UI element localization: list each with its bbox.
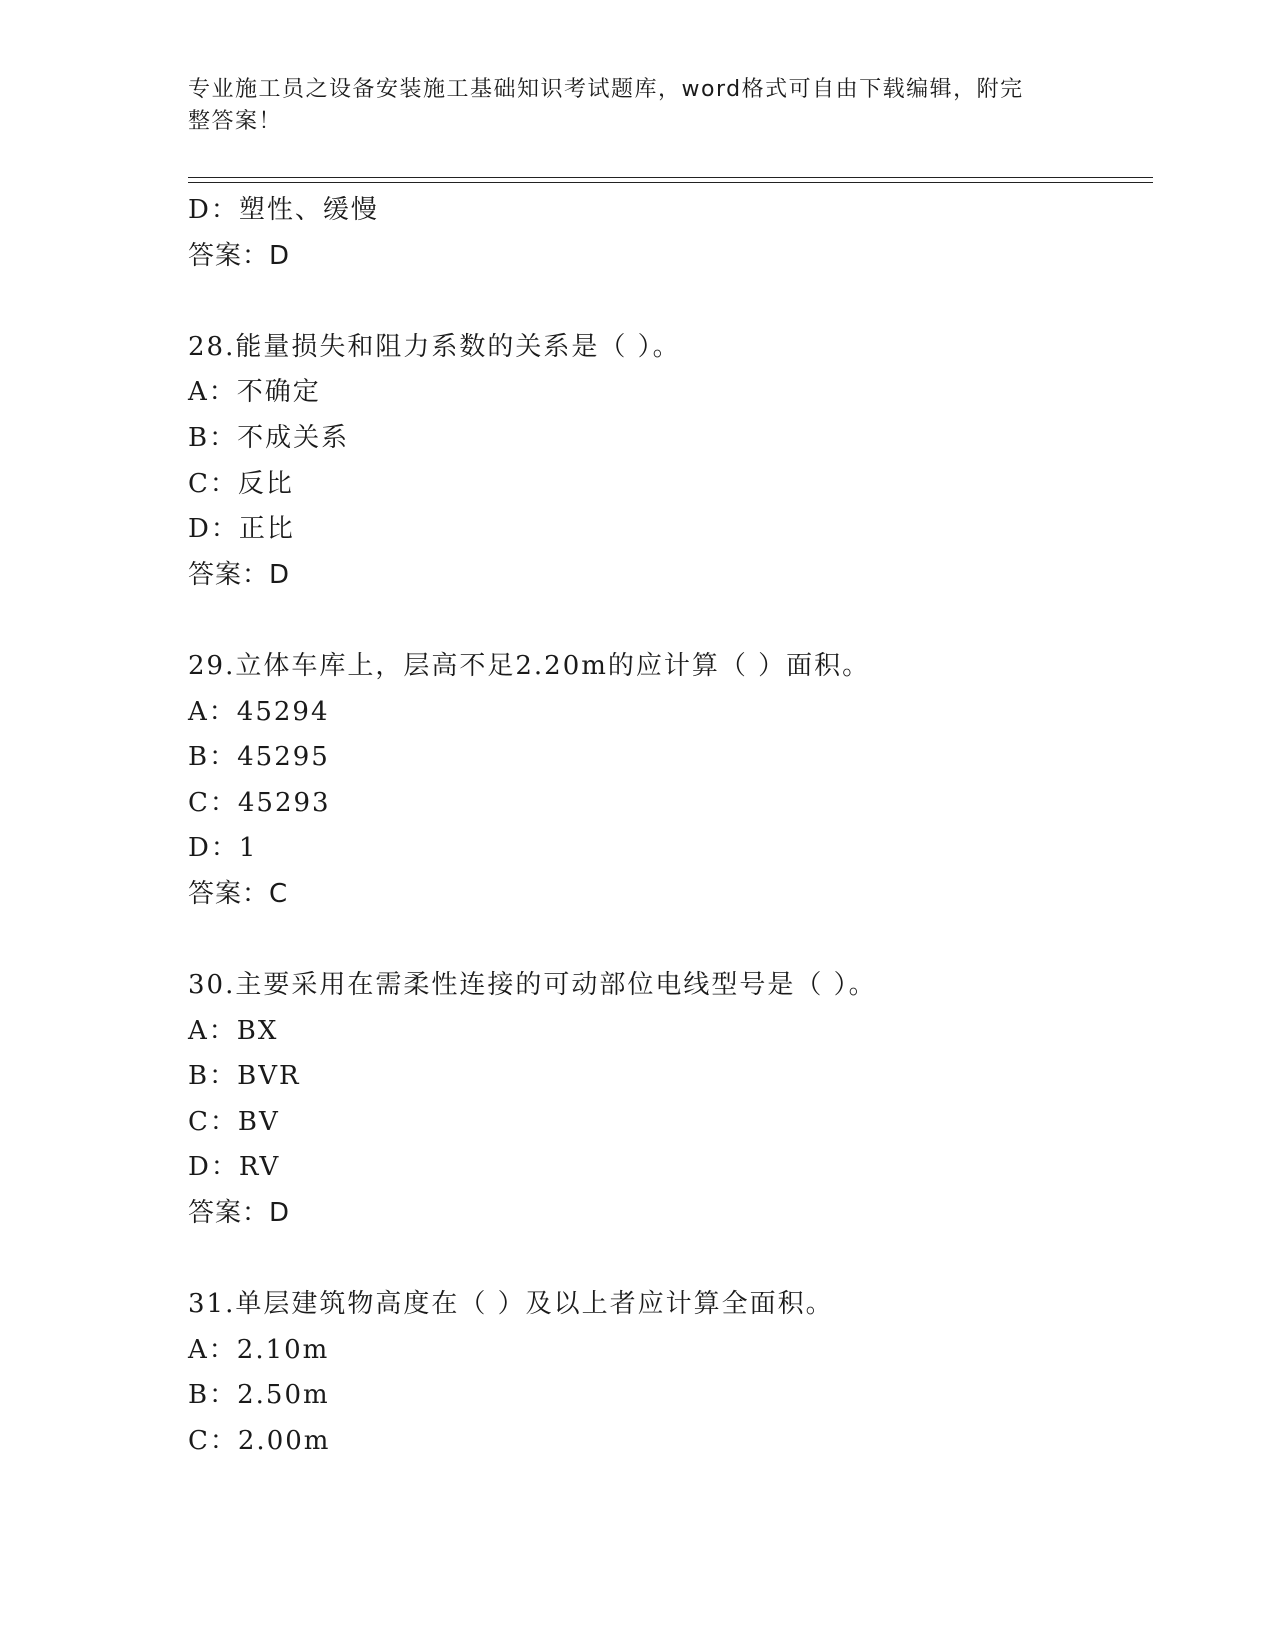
option-d: D：1 (188, 833, 258, 864)
option-c: C：反比 (188, 468, 294, 499)
option-a: A：BX (188, 1015, 279, 1046)
option-a: A：45294 (188, 696, 330, 727)
option-c: C：2.00m (188, 1426, 331, 1457)
header-title-line-2: 整答案！ (188, 109, 283, 134)
spacer (188, 598, 1148, 644)
option-c: C：BV (188, 1106, 280, 1137)
prev-answer: 答案：D (188, 240, 291, 271)
option-a: A：不确定 (188, 377, 321, 408)
option-b: B：2.50m (188, 1380, 330, 1411)
spacer (188, 918, 1148, 964)
option-b: B：45295 (188, 742, 330, 773)
header-title-line-1: 专业施工员之设备安装施工基础知识考试题库，word格式可自由下载编辑，附完 (188, 77, 1024, 102)
option-b: B：不成关系 (188, 422, 350, 453)
question-stem: 28.能量损失和阻力系数的关系是（ ）。 (188, 331, 681, 362)
answer: 答案：C (188, 878, 289, 909)
option-d: D：正比 (188, 514, 295, 545)
spacer (188, 279, 1148, 325)
question-stem: 29.立体车库上，层高不足2.20m的应计算（ ）面积。 (188, 650, 871, 681)
question-stem: 30.主要采用在需柔性连接的可动部位电线型号是（ ）。 (188, 970, 877, 1001)
option-a: A：2.10m (188, 1334, 330, 1365)
option-c: C：45293 (188, 787, 331, 818)
document-header (188, 74, 1068, 138)
question-list (188, 188, 1148, 1465)
option-d: D：RV (188, 1152, 281, 1183)
question-stem: 31.单层建筑物高度在（ ）及以上者应计算全面积。 (188, 1289, 834, 1320)
header-divider-top (188, 177, 1153, 178)
header-divider-bottom (188, 182, 1153, 183)
spacer (188, 1237, 1148, 1283)
prev-option-d: D：塑性、缓慢 (188, 195, 379, 225)
option-b: B：BVR (188, 1061, 301, 1092)
answer: 答案：D (188, 1198, 291, 1229)
answer: 答案：D (188, 559, 291, 590)
